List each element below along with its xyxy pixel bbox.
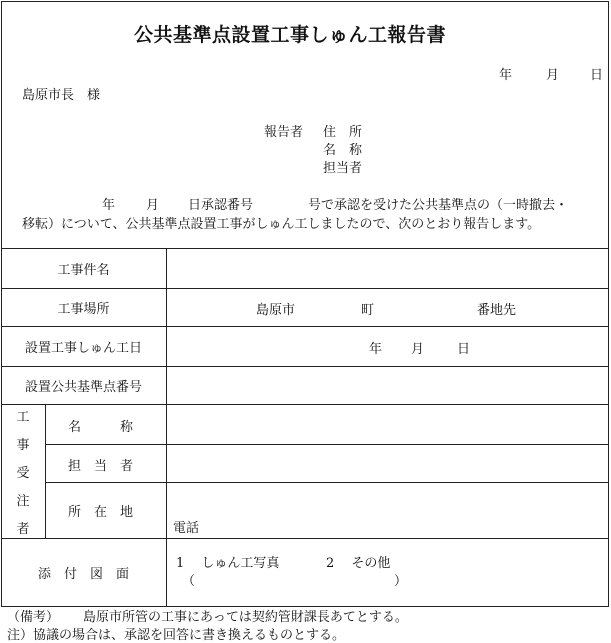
contractor-label-char: 工	[16, 410, 30, 425]
attachment-photos: 1 しゅん工写真	[176, 556, 280, 571]
contractor-name-field[interactable]	[167, 405, 609, 444]
intro-line2: 移転）について、公共基準点設置工事がしゅん工しましたので、次のとおり報告します。	[22, 217, 541, 232]
attachment-other: 2 その他	[326, 556, 391, 571]
contractor-label-char: 者	[16, 522, 30, 537]
reporter-label: 報告者	[264, 125, 304, 140]
contractor-person-field[interactable]	[167, 445, 609, 482]
contractor-name-label: 名 称	[68, 420, 134, 435]
form-title: 公共基準点設置工事しゅん工報告書	[134, 24, 447, 46]
contractor-label-char: 注	[16, 494, 30, 509]
contractor-address-label: 所 在 地	[68, 505, 134, 520]
project-name-label: 工事件名	[57, 263, 110, 278]
intro-month: 月	[146, 198, 160, 213]
contractor-label	[1, 405, 45, 538]
attachments-label: 添 付 図 面	[37, 567, 129, 582]
reporter-name-label: 名 称	[323, 143, 363, 158]
attachment-paren-close: ）	[394, 574, 408, 589]
intro-year: 年	[102, 198, 116, 213]
site-town: 町	[361, 303, 375, 318]
completion-month: 月	[411, 342, 425, 357]
intro-approval: 日承認番号	[188, 198, 254, 213]
contractor-label-char: 事	[16, 438, 30, 453]
completion-year: 年	[369, 342, 383, 357]
contractor-label-char: 受	[16, 466, 30, 481]
intro-rest: 号で承認を受けた公共基準点の（一時撤去・	[308, 198, 569, 213]
site-lot: 番地先	[477, 303, 517, 318]
header-date-day: 日	[590, 68, 604, 83]
project-site-label: 工事場所	[57, 302, 110, 317]
addressee: 島原市長 様	[22, 88, 101, 103]
site-city: 島原市	[256, 303, 296, 318]
note-label: （備考）	[7, 610, 60, 625]
phone-label: 電話	[173, 521, 200, 536]
completion-day: 日	[457, 342, 471, 357]
reporter-person-label: 担当者	[323, 161, 363, 176]
note-text: 島原市所管の工事にあっては契約管財課長あてとする。	[83, 610, 408, 625]
project-name-field[interactable]	[167, 249, 609, 288]
note-consultation: 注）協議の場合は、承認を回答に書き換えるものとする。	[7, 628, 346, 643]
benchmark-number-field[interactable]	[167, 367, 609, 404]
header-date-month: 月	[546, 68, 560, 83]
completion-date-label: 設置工事しゅん工日	[24, 341, 142, 356]
benchmark-number-label: 設置公共基準点番号	[24, 380, 142, 395]
attachment-paren-open: （	[182, 574, 196, 589]
contractor-person-label: 担 当 者	[68, 459, 134, 474]
reporter-address-label: 住 所	[323, 125, 363, 140]
header-date-year: 年	[499, 68, 513, 83]
